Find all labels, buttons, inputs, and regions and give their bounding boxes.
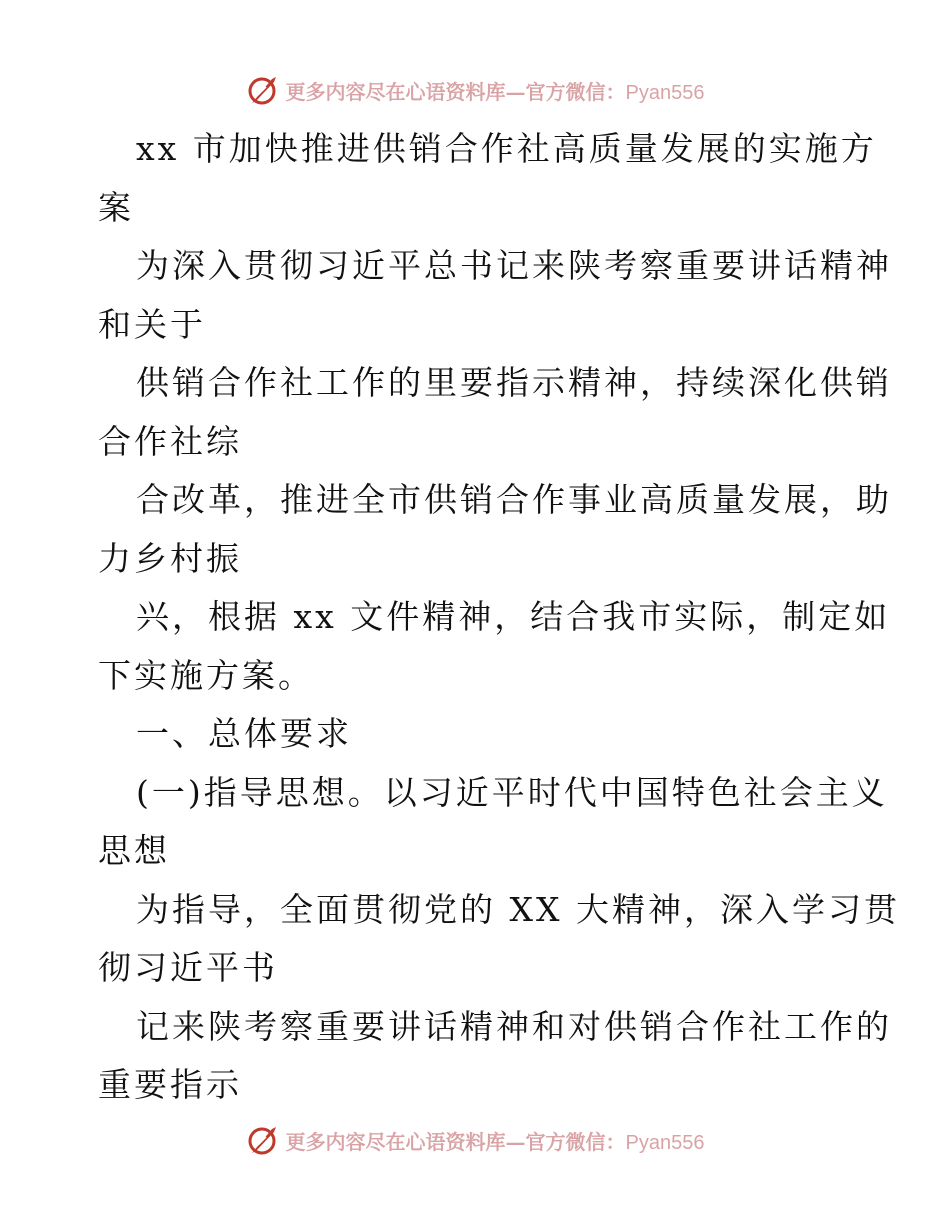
- document-body: [98, 120, 900, 1115]
- text-line: 供销合作社工作的里要指示精神，持续深化供销: [136, 363, 892, 402]
- text-line: 彻习近平书: [98, 948, 278, 987]
- text-line: 和关于: [98, 304, 206, 344]
- watermark-dash: —: [505, 1129, 526, 1154]
- text-line: 为深入贯彻习近平总书记来陕考察重要讲话精神: [136, 246, 892, 285]
- text-line: 重要指示: [98, 1065, 242, 1104]
- text-line: 案: [98, 187, 134, 227]
- watermark-text: [286, 1126, 705, 1155]
- watermark-contact-id: Pyan556: [625, 81, 705, 104]
- text-line: 合作社综: [98, 421, 242, 461]
- watermark-brand: 更多内容尽在心语资料库: [285, 1129, 506, 1154]
- header-watermark: [0, 72, 950, 108]
- text-line: 合改革，推进全市供销合作事业高质量发展，助: [136, 480, 892, 519]
- text-line: xx 市加快推进供销合作社高质量发展的实施方: [136, 129, 877, 168]
- text-line: 兴，根据 xx 文件精神，结合我市实际，制定如: [136, 597, 891, 636]
- text-line: 为指导，全面贯彻党的 XX 大精神，深入学习贯: [136, 889, 900, 929]
- watermark-text: [286, 76, 705, 105]
- text-line: 一、总体要求: [136, 714, 352, 753]
- text-line: 记来陕考察重要讲话精神和对供销合作社工作的: [136, 1006, 892, 1046]
- footer-watermark: [0, 1122, 950, 1158]
- watermark-contact-label: 官方微信：: [525, 1129, 626, 1154]
- watermark-dash: —: [505, 79, 526, 104]
- watermark-contact-id: Pyan556: [625, 1131, 705, 1154]
- quill-pen-circle-icon: [246, 73, 280, 107]
- text-line: 力乡村振: [98, 538, 242, 578]
- text-line: (一)指导思想。以习近平时代中国特色社会主义: [136, 772, 888, 812]
- text-line: 下实施方案。: [98, 655, 314, 695]
- quill-pen-circle-icon: [246, 1123, 280, 1157]
- watermark-brand: 更多内容尽在心语资料库: [285, 79, 506, 104]
- watermark-contact-label: 官方微信：: [525, 79, 626, 104]
- text-line: 思想: [98, 831, 170, 870]
